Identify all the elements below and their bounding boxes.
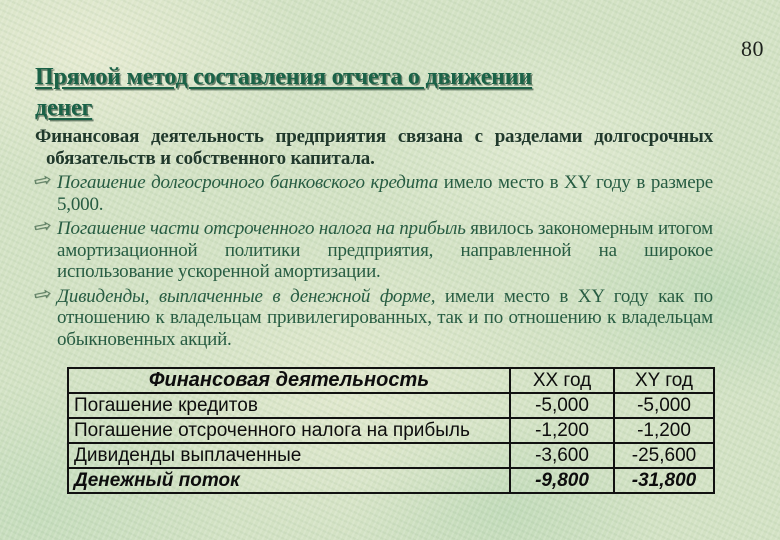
arrow-right-bullet-icon: ⇨ — [32, 214, 54, 238]
bullet-lead-text: Погашение части отсроченного налога на прибыль — [57, 218, 466, 239]
bullet-rest-text: имели место в XY году как по отношению к владельцам привилегированных, так и по отношению к владельцам обыкновенных акций. — [57, 285, 713, 350]
bullet-item — [0, 281, 713, 351]
total-label: Денежный поток — [68, 468, 510, 493]
table-header-xx-year: XX год — [510, 368, 614, 393]
row-value-xy: -1,200 — [614, 418, 714, 443]
financial-activity-table — [67, 367, 715, 494]
intro-paragraph: Финансовая деятельность предприятия связана с разделами долгосрочных обязательств и собственного капитала. — [35, 126, 713, 169]
slide-title: Прямой метод составления отчета о движении денег — [35, 64, 533, 121]
slide-body — [0, 126, 713, 353]
page-number: 80 — [741, 36, 764, 61]
total-value-xx: -9,800 — [510, 468, 614, 493]
table-row — [68, 393, 714, 418]
table-header-xy-year: XY год — [614, 368, 714, 393]
bullet-rest-text: явилось закономерным итогом амортизационной политики предприятия, направленной на широкое использование ускоренной амортизации. — [57, 218, 713, 282]
table-total-row — [68, 468, 714, 493]
row-label: Дивиденды выплаченные — [68, 443, 510, 468]
bullet-lead-text: Дивиденды, выплаченные в денежной форме, — [57, 285, 436, 307]
table-header-row — [68, 368, 714, 393]
row-label: Погашение отсроченного налога на прибыль — [68, 418, 510, 443]
bullet-rest-text: имело место в XY году в размере 5,000. — [57, 172, 713, 215]
row-value-xx: -5,000 — [510, 393, 614, 418]
table-header-activity: Финансовая деятельность — [68, 368, 510, 393]
table-row — [68, 418, 714, 443]
table-row — [68, 443, 714, 468]
row-label: Погашение кредитов — [68, 393, 510, 418]
row-value-xx: -1,200 — [510, 418, 614, 443]
row-value-xx: -3,600 — [510, 443, 614, 468]
arrow-right-bullet-icon: ⇨ — [32, 168, 54, 192]
bullet-item — [0, 168, 713, 215]
row-value-xy: -5,000 — [614, 393, 714, 418]
arrow-right-bullet-icon: ⇨ — [32, 281, 54, 306]
bullet-item — [0, 214, 713, 283]
bullet-lead-text: Погашение долгосрочного банковского кредита — [57, 172, 439, 193]
row-value-xy: -25,600 — [614, 443, 714, 468]
total-value-xy: -31,800 — [614, 468, 714, 493]
